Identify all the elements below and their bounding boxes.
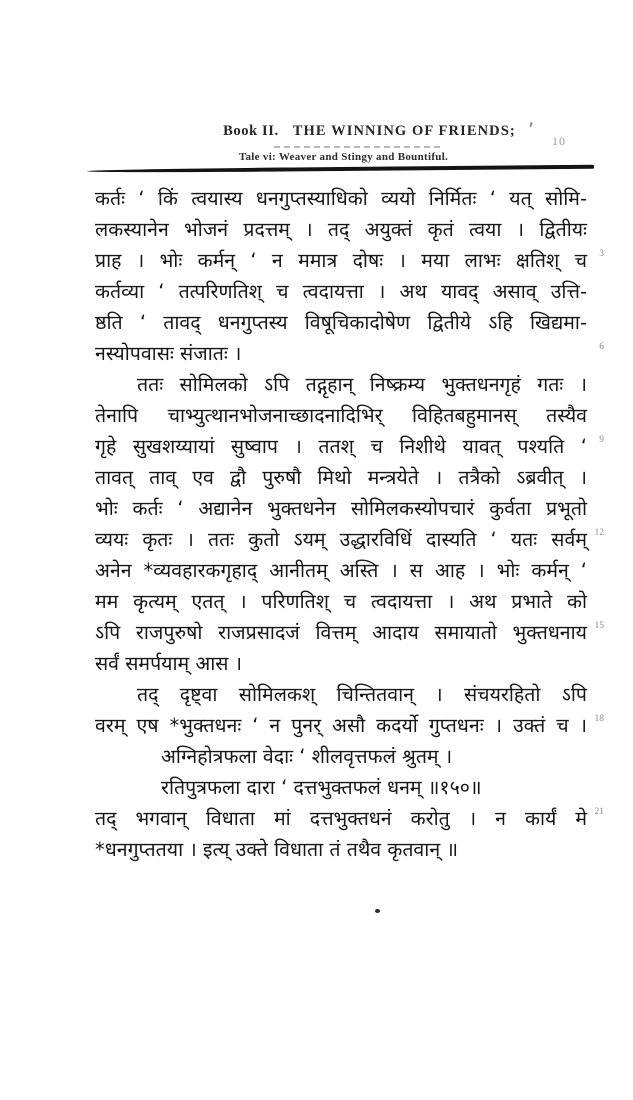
page-number: 10 bbox=[552, 134, 566, 148]
line-number-margin: 6 bbox=[599, 342, 604, 352]
sanskrit-text: कर्तव्या ‘ तत्परिणतिश् च त्वदायत्ता । अथ यावद् असाव् उत्ति- bbox=[95, 280, 587, 303]
running-head bbox=[121, 123, 618, 140]
text-line bbox=[95, 525, 604, 556]
line-number-margin: 21 bbox=[594, 807, 604, 817]
sanskrit-text-block bbox=[95, 184, 604, 866]
line-number-margin: 15 bbox=[594, 621, 604, 631]
sanskrit-text: ष्ठति ‘ तावद् धनगुप्तस्य विषूचिकादोषेण द्वितीये ऽहि खिद्यमा- bbox=[95, 311, 587, 334]
text-line bbox=[95, 246, 604, 277]
title-underline-dashes bbox=[274, 146, 440, 148]
sanskrit-text: मम कृत्यम् एतत् । परिणतिश् च त्वदायत्ता । अथ प्रभाते को bbox=[95, 590, 587, 613]
text-line bbox=[95, 835, 587, 866]
sanskrit-text: तद् दृष्ट्वा सोमिलकश् चिन्तितवान् । संचयरहितो ऽपि bbox=[137, 683, 587, 706]
text-line bbox=[95, 556, 587, 587]
page-title: THE WINNING OF FRIENDS; bbox=[292, 123, 516, 139]
sanskrit-text: तद् भगवान् विधाता मां दत्तभुक्तधनं करोतु । न कार्यं मे bbox=[95, 807, 587, 830]
sanskrit-text: ततः सोमिलको ऽपि तद्गृहान् निष्क्रम्य भुक्तधनगृहं गतः । bbox=[137, 373, 587, 396]
sanskrit-text: लकस्यानेन भोजनं प्रदत्तम् । तद् अयुक्तं कृतं त्वया । द्वितीयः bbox=[95, 218, 587, 241]
verse-line bbox=[95, 773, 587, 804]
text-line bbox=[95, 804, 604, 835]
text-line bbox=[95, 432, 604, 463]
sanskrit-text: कर्तः ‘ किं त्वयास्य धनगुप्तस्याधिको व्ययो निर्मितः ‘ यत् सोमि- bbox=[95, 187, 587, 210]
sanskrit-text: नस्योपवासः संजातः । bbox=[95, 342, 242, 365]
verse-line bbox=[95, 742, 587, 773]
sanskrit-text: भोः कर्तः ‘ अद्यानेन भुक्तधनेन सोमिलकस्योपचारं कुर्वता प्रभूतो bbox=[95, 497, 587, 520]
line-number-margin: 9 bbox=[599, 435, 604, 445]
text-line bbox=[95, 184, 587, 215]
text-line bbox=[95, 277, 587, 308]
text-line bbox=[95, 370, 587, 401]
text-line bbox=[95, 463, 587, 494]
text-line bbox=[95, 649, 587, 680]
text-line bbox=[95, 711, 604, 742]
text-line bbox=[95, 587, 587, 618]
line-number-margin: 18 bbox=[594, 714, 604, 724]
text-line bbox=[95, 308, 587, 339]
sanskrit-text: ऽपि राजपुरुषो राजप्रसादजं वित्तम् आदाय समायातो भुक्तधनाय bbox=[95, 621, 587, 644]
tale-subtitle: Tale vi: Weaver and Stingy and Bountiful. bbox=[238, 151, 449, 163]
line-number-margin: 3 bbox=[599, 249, 604, 259]
text-line bbox=[95, 215, 587, 246]
header-rule bbox=[87, 165, 594, 173]
sanskrit-text: प्राह । भोः कर्मन् ‘ न ममात्र दोषः । मया लाभः क्षतिश् च bbox=[95, 249, 587, 272]
sanskrit-text: तावत् ताव् एव द्वौ पुरुषौ मिथो मन्त्रयेते । तत्रैको ऽब्रवीत् । bbox=[95, 466, 587, 489]
printers-dot bbox=[375, 909, 380, 913]
text-line bbox=[95, 680, 587, 711]
line-number-margin: 12 bbox=[594, 528, 604, 538]
sanskrit-text: तेनापि चाभ्युत्थानभोजनाच्छादनादिभिर् विहितबहुमानस् तस्यैव bbox=[95, 404, 587, 427]
sanskrit-text: सर्वं समर्पयाम् आस । bbox=[95, 652, 243, 675]
text-line bbox=[95, 339, 604, 370]
sanskrit-text: वरम् एष *भुक्तधनः ‘ न पुनर् असौ कदर्यो गुप्तधनः । उक्तं च । bbox=[95, 714, 587, 737]
text-line bbox=[95, 494, 587, 525]
sanskrit-text: व्ययः कृतः । ततः कुतो ऽयम् उद्धारविधिं दास्यति ‘ यतः सर्वम् bbox=[95, 528, 587, 551]
sanskrit-text: अनेन *व्यवहारकगृहाद् आनीतम् अस्ति । स आह । भोः कर्मन् ‘ bbox=[95, 559, 587, 582]
sanskrit-text: *धनगुप्ततया । इत्य् उक्ते विधाता तं तथैव कृतवान् ॥ bbox=[95, 838, 459, 861]
text-line bbox=[95, 618, 604, 649]
sanskrit-text: रतिपुत्रफला दारा ‘ दत्तभुक्तफलं धनम् ॥१५०॥ bbox=[161, 776, 482, 799]
sanskrit-text: अग्निहोत्रफला वेदाः ‘ शीलवृत्तफलं श्रुतम् । bbox=[161, 745, 453, 768]
book-label: Book II. bbox=[223, 123, 279, 139]
sanskrit-text: गृहे सुखशय्यायां सुष्वाप । ततश् च निशीथे यावत् पश्यति ‘ bbox=[95, 435, 587, 458]
text-line bbox=[95, 401, 587, 432]
